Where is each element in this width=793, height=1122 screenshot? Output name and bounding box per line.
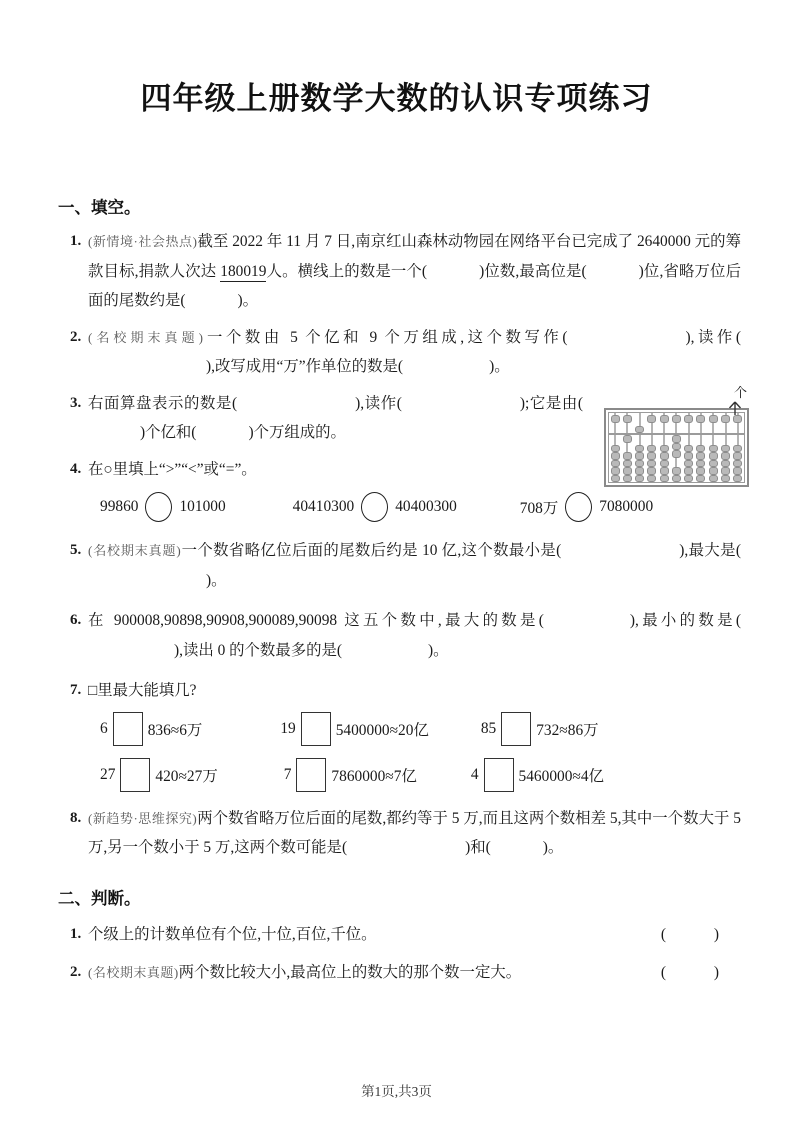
abacus-bead[interactable]	[672, 415, 681, 423]
comparison-2-right: 40400300	[395, 498, 457, 515]
abacus-rod-upper-3	[634, 413, 646, 433]
judge-2-number: 2.	[70, 963, 82, 980]
question-8-text-a: 两个数省略万位后面的尾数,都约等于 5 万,而且这两个数相差 5,其中一个数大于 5 万,另一个数小于 5 万,这两个数可能是(	[88, 809, 741, 856]
abacus-bead[interactable]	[647, 467, 656, 475]
comparison-2-circle[interactable]	[361, 492, 388, 522]
question-1-underlined-number: 180019	[220, 262, 267, 280]
abacus-rod-upper-11	[732, 413, 744, 433]
comparison-2-left: 40410300	[292, 498, 355, 515]
fill-box-3-prefix: 85	[480, 719, 497, 737]
question-4-number: 4.	[70, 460, 82, 477]
abacus-bead[interactable]	[684, 452, 693, 460]
abacus-bead[interactable]	[721, 467, 730, 475]
fill-box-row-1	[100, 712, 793, 746]
comparison-3-circle[interactable]	[565, 492, 592, 522]
question-4-text: 在○里填上“>”“<”或“=”。	[88, 460, 257, 478]
abacus-bead[interactable]	[721, 460, 730, 468]
judge-2-tag: (名校期末真题)	[88, 964, 179, 980]
abacus-figure	[604, 385, 749, 487]
abacus-bead[interactable]	[660, 460, 669, 468]
question-3-text-c: );它是由(	[519, 394, 583, 412]
abacus-bead[interactable]	[660, 452, 669, 460]
fill-box-item-5	[284, 758, 417, 792]
abacus-bead[interactable]	[696, 415, 705, 423]
fill-box-2-input[interactable]	[301, 712, 331, 746]
question-1-text-a: 截至 2022 年 11 月 7 日,南京红山森林动物园在网络平台已完成了 2640000 元的筹款目标,捐款人次达	[88, 233, 741, 280]
abacus-bead[interactable]	[635, 475, 644, 483]
fill-box-item-2	[280, 712, 429, 746]
judge-2-answer-box[interactable]: ( )	[660, 963, 741, 981]
abacus-bead[interactable]	[709, 445, 718, 453]
question-3-text-d: )个亿和(	[140, 424, 197, 441]
abacus-bead[interactable]	[696, 467, 705, 475]
fill-box-4-prefix: 27	[100, 765, 116, 783]
question-6-text-a: 在 900008,90898,90908,900089,90098 这五个数中,最大的数是(	[88, 612, 544, 629]
abacus-bead[interactable]	[684, 467, 693, 475]
question-6-text-d: )。	[428, 641, 449, 659]
question-2-text-c: ),改写成用“万”作单位的数是(	[206, 358, 404, 375]
abacus-bead[interactable]	[696, 452, 705, 460]
question-6-text-b: ),最小的数是(	[629, 612, 741, 629]
abacus-bead[interactable]	[733, 452, 742, 460]
abacus-rod-upper-5	[658, 413, 670, 433]
judge-1-answer-box[interactable]: ( )	[660, 925, 741, 943]
question-1-tag: (新情境·社会热点)	[88, 234, 198, 249]
question-5-text-c: )。	[206, 571, 227, 589]
abacus-bead[interactable]	[611, 445, 620, 453]
question-1	[0, 227, 793, 316]
question-7	[0, 676, 793, 706]
judge-question-1	[0, 920, 793, 949]
section-heading-fill-in: 一、填空。	[58, 198, 141, 217]
question-6-text-c: ),读出 0 的个数最多的是(	[174, 641, 343, 659]
abacus-bead[interactable]	[623, 452, 632, 460]
question-1-text-c: )位数,最高位是(	[479, 262, 587, 280]
fill-box-4-suffix: 420≈27万	[155, 767, 218, 785]
abacus-bead[interactable]	[696, 460, 705, 468]
abacus-bead[interactable]	[635, 460, 644, 468]
abacus-bead[interactable]	[709, 475, 718, 483]
abacus-rod-upper-6	[670, 413, 682, 433]
fill-box-item-4	[100, 758, 218, 792]
comparison-item-3	[520, 492, 653, 522]
abacus-bead[interactable]	[684, 445, 693, 453]
abacus-bead[interactable]	[709, 467, 718, 475]
comparison-item-1	[100, 492, 226, 522]
judge-1-text: 个级上的计数单位有个位,十位,百位,千位。	[88, 925, 377, 943]
fill-box-5-prefix: 7	[283, 765, 292, 783]
question-5-text-b: ),最大是(	[679, 542, 741, 559]
fill-box-4-input[interactable]	[120, 758, 150, 792]
question-6-number: 6.	[70, 612, 82, 628]
comparison-1-circle[interactable]	[145, 492, 172, 522]
fill-box-2-prefix: 19	[280, 719, 296, 737]
comparison-3-right: 7080000	[599, 498, 654, 515]
question-8-tag: (新趋势·思维探究)	[88, 810, 198, 826]
abacus-bead[interactable]	[623, 467, 632, 475]
abacus-bead[interactable]	[623, 475, 632, 483]
abacus-bead[interactable]	[623, 415, 632, 423]
fill-box-6-prefix: 4	[470, 765, 479, 783]
abacus-bead[interactable]	[611, 460, 620, 468]
question-7-text: □里最大能填几?	[88, 682, 197, 699]
spacer-1	[226, 492, 293, 522]
fill-box-3-suffix: 732≈86万	[536, 721, 599, 739]
fill-box-5-suffix: 7860000≈7亿	[331, 767, 417, 785]
abacus-bead[interactable]	[647, 452, 656, 460]
abacus-bead[interactable]	[709, 415, 718, 423]
abacus-frame	[604, 408, 749, 487]
abacus-rod-upper-2	[621, 413, 633, 433]
abacus-bead[interactable]	[721, 475, 730, 483]
comparison-1-left: 99860	[100, 498, 139, 515]
question-2	[0, 323, 793, 382]
abacus-bead[interactable]	[684, 415, 693, 423]
question-3-text-a: 右面算盘表示的数是(	[88, 394, 238, 412]
question-2-text-b: ),读作(	[685, 328, 741, 346]
comparison-row	[0, 492, 793, 522]
abacus-bead[interactable]	[635, 452, 644, 460]
abacus-rod-upper-10	[719, 413, 731, 433]
question-2-text-a: 一个数由 5 个亿和 9 个万组成,这个数写作(	[203, 328, 568, 346]
abacus-bead[interactable]	[733, 475, 742, 483]
question-1-text-e: )。	[237, 292, 259, 309]
abacus-bead[interactable]	[647, 460, 656, 468]
abacus-bead[interactable]	[672, 443, 681, 451]
question-7-number: 7.	[70, 682, 82, 698]
fill-box-item-3	[481, 712, 599, 746]
abacus-bead[interactable]	[672, 450, 681, 458]
abacus-bead[interactable]	[721, 452, 730, 460]
abacus-bead[interactable]	[684, 475, 693, 483]
abacus-bead[interactable]	[660, 475, 669, 483]
abacus-upper-deck	[609, 413, 744, 435]
abacus-bead[interactable]	[635, 426, 644, 434]
question-3-number: 3.	[70, 394, 82, 411]
question-5-tag: (名校期末真题)	[88, 543, 182, 558]
abacus-bead[interactable]	[733, 467, 742, 475]
question-5-text-a: 一个数省略亿位后面的尾数后约是 10 亿,这个数最小是(	[181, 542, 562, 559]
fill-box-1-prefix: 6	[100, 719, 108, 737]
fill-box-6-suffix: 5460000≈4亿	[518, 767, 604, 785]
spacer-2	[457, 492, 520, 522]
abacus-bead[interactable]	[733, 445, 742, 453]
question-8-text-b: )和(	[465, 839, 491, 856]
abacus-rod-upper-1	[609, 413, 621, 433]
fill-box-2-suffix: 5400000≈20亿	[335, 721, 429, 739]
page-footer: 第1页,共3页	[361, 1084, 432, 1099]
comparison-1-right: 101000	[179, 498, 226, 515]
abacus-bead[interactable]	[721, 415, 730, 423]
abacus-bead[interactable]	[672, 467, 681, 475]
abacus-bead[interactable]	[709, 460, 718, 468]
fill-box-item-1	[100, 712, 202, 746]
question-6	[0, 606, 793, 665]
comparison-item-2	[293, 492, 457, 522]
judge-1-number: 1.	[70, 925, 82, 942]
abacus-bead[interactable]	[647, 475, 656, 483]
question-5-number: 5.	[70, 542, 82, 558]
fill-box-5-input[interactable]	[296, 758, 326, 792]
question-8	[0, 804, 793, 863]
abacus-rod-upper-9	[707, 413, 719, 433]
abacus-rod-upper-7	[683, 413, 695, 433]
abacus-bead[interactable]	[660, 415, 669, 423]
fill-box-1-suffix: 836≈6万	[147, 721, 203, 739]
abacus-bead[interactable]	[672, 475, 681, 483]
fill-box-rows	[0, 712, 793, 792]
question-2-number: 2.	[70, 328, 82, 345]
question-8-text-c: )。	[542, 839, 564, 856]
abacus-bead[interactable]	[733, 415, 742, 423]
question-3-text-b: ),读作(	[355, 394, 402, 412]
abacus-bead[interactable]	[611, 467, 620, 475]
abacus-bead[interactable]	[660, 445, 669, 453]
section-heading-judgement: 二、判断。	[58, 888, 141, 908]
abacus-bead[interactable]	[611, 452, 620, 460]
fill-box-item-6	[471, 758, 604, 792]
abacus-unit-label: 个	[733, 385, 747, 400]
question-8-number: 8.	[70, 809, 82, 826]
abacus-bead[interactable]	[660, 467, 669, 475]
abacus-bead[interactable]	[611, 475, 620, 483]
fill-box-6-input[interactable]	[484, 758, 514, 792]
judge-question-2	[0, 958, 793, 987]
question-1-text-b: 人。横线上的数是一个(	[266, 262, 428, 280]
abacus-bead[interactable]	[647, 415, 656, 423]
fill-box-3-input[interactable]	[501, 712, 531, 746]
fill-box-1-input[interactable]	[113, 712, 143, 746]
judge-2-text: 两个数比较大小,最高位上的数大的那个数一定大。	[178, 963, 522, 981]
question-1-text-d: )位,省略万位后面的尾数约是(	[88, 262, 741, 309]
abacus-bead[interactable]	[635, 445, 644, 453]
abacus-bead[interactable]	[684, 460, 693, 468]
page-title: 四年级上册数学大数的认识专项练习	[140, 81, 653, 117]
abacus-bead[interactable]	[623, 435, 632, 443]
comparison-3-left: 708万	[519, 500, 559, 517]
question-5	[0, 536, 793, 595]
abacus-bead[interactable]	[672, 435, 681, 443]
abacus-bead[interactable]	[635, 467, 644, 475]
abacus-bead[interactable]	[696, 445, 705, 453]
question-3-text-e: )个万组成的。	[248, 424, 346, 441]
abacus-bead[interactable]	[733, 460, 742, 468]
fill-box-row-2	[100, 758, 793, 792]
abacus-bead[interactable]	[696, 475, 705, 483]
abacus-bead[interactable]	[611, 415, 620, 423]
question-1-number: 1.	[70, 233, 82, 249]
abacus-bead[interactable]	[623, 460, 632, 468]
question-2-text-d: )。	[489, 358, 510, 375]
abacus-bead[interactable]	[647, 445, 656, 453]
abacus-rod-upper-4	[646, 413, 658, 433]
abacus-bead[interactable]	[721, 445, 730, 453]
abacus-rod-upper-8	[695, 413, 707, 433]
question-2-tag: (名校期末真题)	[88, 329, 204, 345]
abacus-bead[interactable]	[709, 452, 718, 460]
